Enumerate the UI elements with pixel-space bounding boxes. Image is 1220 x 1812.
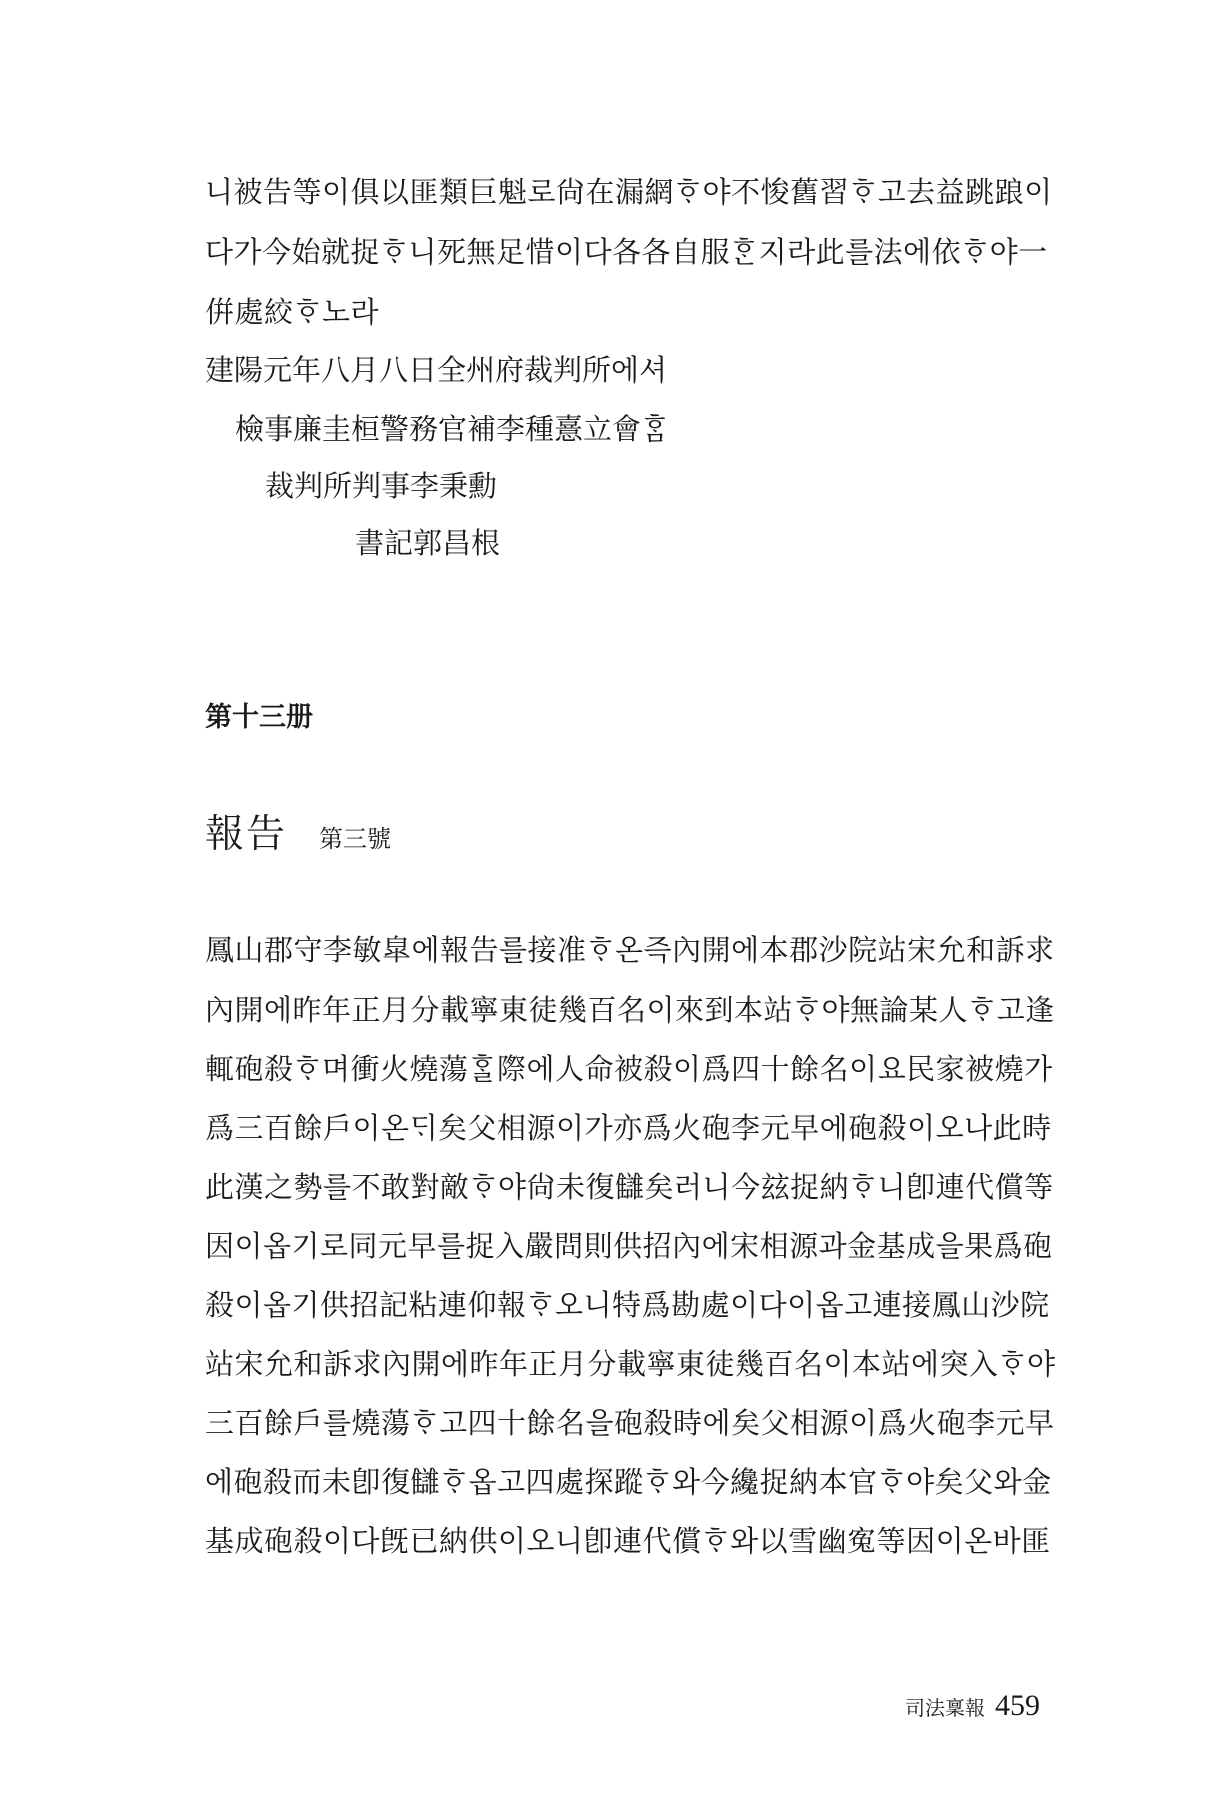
text-line: 內開에昨年正月分載寧東徒幾百名이來到本站ᄒᆞ야無論某人ᄒᆞ고逢 bbox=[205, 993, 1055, 1027]
text-line: 基成砲殺이다旣已納供이오니卽連代償ᄒᆞ와以雪幽寃等因이온바匪 bbox=[205, 1524, 1051, 1558]
text-line: 爲三百餘戶이온ᄃᆡ矣父相源이가亦爲火砲李元早에砲殺이오나此時 bbox=[205, 1111, 1052, 1145]
report-number: 第三號 bbox=[319, 825, 392, 853]
signature-judge: 裁判所判事李秉勳 bbox=[265, 469, 498, 503]
text-line: 에砲殺而未卽復讎ᄒᆞ옵고四處探蹤ᄒᆞ와今纔捉納本官ᄒᆞ야矣父와金 bbox=[205, 1465, 1052, 1499]
report-heading bbox=[205, 810, 391, 867]
text-line: 다가今始就捉ᄒᆞ니死無足惜이다各各自服ᄒᆞᆫ지라此를法에依ᄒᆞ야一 bbox=[205, 235, 1048, 269]
text-line: 殺이옵기供招記粘連仰報ᄒᆞ오니特爲勘處이다이옵고連接鳳山沙院 bbox=[205, 1288, 1050, 1322]
text-line: 輒砲殺ᄒᆞ며衝火燒蕩ᄒᆞᆯ際에人命被殺이爲四十餘名이요民家被燒가 bbox=[205, 1052, 1053, 1086]
volume-heading: 第十三册 bbox=[205, 702, 313, 733]
text-line: 倂處絞ᄒᆞ노라 bbox=[205, 295, 380, 329]
text-line: 站宋允和訴求內開에昨年正月分載寧東徒幾百名이本站에突入ᄒᆞ야 bbox=[205, 1347, 1056, 1381]
page-footer bbox=[905, 1688, 1040, 1728]
report-title: 報告 bbox=[205, 812, 288, 857]
footer-book-title: 司法稟報 bbox=[905, 1696, 985, 1720]
text-line: 三百餘戶를燒蕩ᄒᆞ고四十餘名을砲殺時에矣父相源이爲火砲李元早 bbox=[205, 1406, 1055, 1440]
signature-date-place: 建陽元年八月八日全州府裁判所에셔 bbox=[205, 353, 668, 387]
signature-clerk: 書記郭昌根 bbox=[355, 526, 501, 560]
text-line: 此漢之勢를不敢對敵ᄒᆞ야尙未復讎矣러니今玆捉納ᄒᆞ니卽連代償等 bbox=[205, 1170, 1054, 1204]
text-line: 니被告等이俱以匪類巨魁로尙在漏網ᄒᆞ야不悛舊習ᄒᆞ고去益跳踉이 bbox=[205, 175, 1053, 209]
page-number: 459 bbox=[995, 1689, 1040, 1722]
text-line: 因이옵기로同元早를捉入嚴問則供招內에宋相源과金基成을果爲砲 bbox=[205, 1229, 1053, 1263]
text-line: 鳳山郡守李敏皐에報告를接准ᄒᆞ온즉內開에本郡沙院站宋允和訴求 bbox=[205, 933, 1055, 967]
signature-witness: 檢事廉圭桓警務官補李種憙立會ᄒᆞᆷ bbox=[235, 412, 670, 446]
